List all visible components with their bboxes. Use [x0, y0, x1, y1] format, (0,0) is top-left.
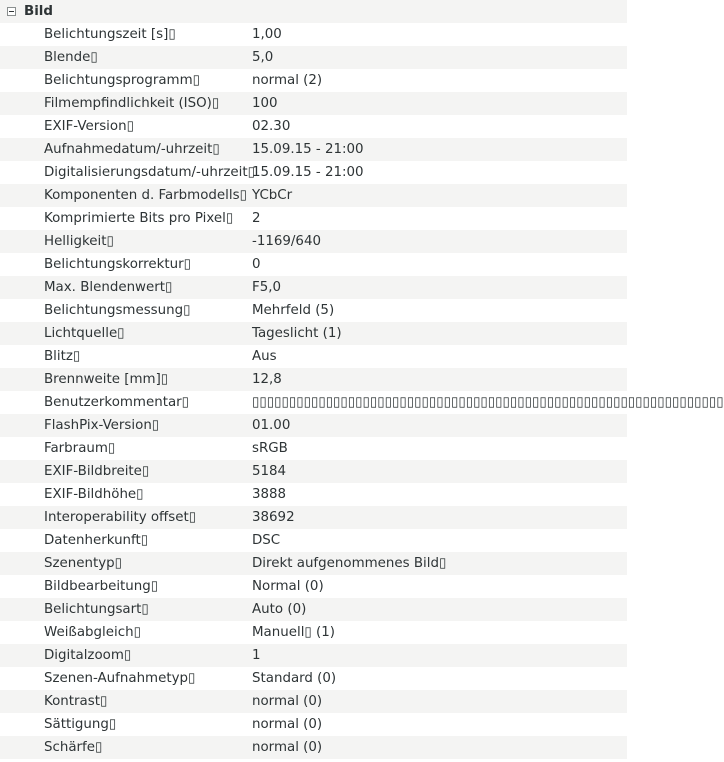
property-key: Belichtungsmessung▯ [44, 303, 191, 318]
property-key: Belichtungskorrektur▯ [44, 257, 191, 272]
table-row[interactable] [0, 69, 627, 92]
property-value: Manuell▯ (1) [252, 625, 336, 640]
property-value: 02.30 [252, 119, 291, 134]
property-value: 5,0 [252, 50, 274, 65]
property-key: Komponenten d. Farbmodells▯ [44, 188, 247, 203]
property-key: Blende▯ [44, 50, 98, 65]
table-row[interactable] [0, 437, 627, 460]
property-key: Szenen-Aufnahmetyp▯ [44, 671, 196, 686]
property-value: 1,00 [252, 27, 282, 42]
property-value: ▯▯▯▯▯▯▯▯▯▯▯▯▯▯▯▯▯▯▯▯▯▯▯▯▯▯▯▯▯▯▯▯▯▯▯▯▯▯▯▯▯▯▯▯▯▯▯▯▯▯▯▯▯▯▯▯▯▯▯▯▯▯▯▯ [252, 395, 724, 410]
property-key: Bildbearbeitung▯ [44, 579, 159, 594]
property-key: Brennweite [mm]▯ [44, 372, 169, 387]
property-key: Belichtungsart▯ [44, 602, 149, 617]
property-value: YCbCr [252, 188, 293, 203]
table-row[interactable] [0, 115, 627, 138]
table-row[interactable] [0, 92, 627, 115]
property-key: Interoperability offset▯ [44, 510, 197, 525]
property-key: EXIF-Bildbreite▯ [44, 464, 150, 479]
property-value: 15.09.15 - 21:00 [252, 142, 364, 157]
property-value: F5,0 [252, 280, 281, 295]
property-key: Blitz▯ [44, 349, 81, 364]
property-key: FlashPix-Version▯ [44, 418, 160, 433]
property-key: EXIF-Bildhöhe▯ [44, 487, 144, 502]
table-row[interactable] [0, 736, 627, 759]
property-key: Sättigung▯ [44, 717, 117, 732]
table-row[interactable] [0, 299, 627, 322]
property-key: Belichtungszeit [s]▯ [44, 27, 176, 42]
property-value: sRGB [252, 441, 288, 456]
property-key: Aufnahmedatum/-uhrzeit▯ [44, 142, 220, 157]
property-value: 3888 [252, 487, 287, 502]
property-key: Weißabgleich▯ [44, 625, 141, 640]
property-value: -1169/640 [252, 234, 321, 249]
property-value: Tageslicht (1) [252, 326, 342, 341]
property-value: 12,8 [252, 372, 282, 387]
property-value: normal (0) [252, 740, 323, 755]
property-value: Aus [252, 349, 277, 364]
table-row[interactable] [0, 598, 627, 621]
property-value: normal (2) [252, 73, 323, 88]
table-row[interactable] [0, 276, 627, 299]
property-key: Datenherkunft▯ [44, 533, 149, 548]
property-key: Digitalisierungsdatum/-uhrzeit▯ [44, 165, 255, 180]
property-key: Farbraum▯ [44, 441, 116, 456]
property-key: Kontrast▯ [44, 694, 108, 709]
property-key: Lichtquelle▯ [44, 326, 125, 341]
section-header-bild[interactable] [0, 0, 627, 23]
table-row[interactable] [0, 207, 627, 230]
property-key: Benutzerkommentar▯ [44, 395, 190, 410]
property-value: 2 [252, 211, 261, 226]
property-value: Direkt aufgenommenes Bild▯ [252, 556, 447, 571]
property-key: Filmempfindlichkeit (ISO)▯ [44, 96, 220, 111]
section-title: Bild [24, 4, 53, 19]
collapse-minus-icon[interactable] [7, 7, 16, 16]
property-key: Helligkeit▯ [44, 234, 114, 249]
table-row[interactable] [0, 322, 627, 345]
table-row[interactable] [0, 184, 627, 207]
table-row[interactable] [0, 644, 627, 667]
property-key: Max. Blendenwert▯ [44, 280, 173, 295]
property-key: Schärfe▯ [44, 740, 103, 755]
table-row[interactable] [0, 161, 627, 184]
property-key: EXIF-Version▯ [44, 119, 134, 134]
property-value: Standard (0) [252, 671, 337, 686]
table-row[interactable] [0, 575, 627, 598]
property-value: 100 [252, 96, 278, 111]
table-row[interactable] [0, 713, 627, 736]
property-value: 01.00 [252, 418, 291, 433]
property-value: 15.09.15 - 21:00 [252, 165, 364, 180]
table-row[interactable] [0, 391, 724, 414]
property-value: 0 [252, 257, 261, 272]
property-value: normal (0) [252, 717, 323, 732]
table-row[interactable] [0, 667, 627, 690]
table-row[interactable] [0, 460, 627, 483]
table-row[interactable] [0, 621, 627, 644]
table-row[interactable] [0, 230, 627, 253]
property-value: 5184 [252, 464, 287, 479]
table-row[interactable] [0, 690, 627, 713]
property-key: Komprimierte Bits pro Pixel▯ [44, 211, 234, 226]
property-key: Digitalzoom▯ [44, 648, 132, 663]
property-rows [0, 23, 724, 759]
table-row[interactable] [0, 23, 627, 46]
table-row[interactable] [0, 414, 627, 437]
table-row[interactable] [0, 368, 627, 391]
table-row[interactable] [0, 345, 627, 368]
property-key: Szenentyp▯ [44, 556, 123, 571]
property-value: DSC [252, 533, 281, 548]
property-value: Auto (0) [252, 602, 307, 617]
property-value: Normal (0) [252, 579, 324, 594]
table-row[interactable] [0, 253, 627, 276]
table-row[interactable] [0, 46, 627, 69]
property-value: normal (0) [252, 694, 323, 709]
property-value: 38692 [252, 510, 295, 525]
table-row[interactable] [0, 552, 627, 575]
property-value: Mehrfeld (5) [252, 303, 335, 318]
table-row[interactable] [0, 506, 627, 529]
table-row[interactable] [0, 138, 627, 161]
table-row[interactable] [0, 529, 627, 552]
property-key: Belichtungsprogramm▯ [44, 73, 200, 88]
table-row[interactable] [0, 483, 627, 506]
property-value: 1 [252, 648, 261, 663]
